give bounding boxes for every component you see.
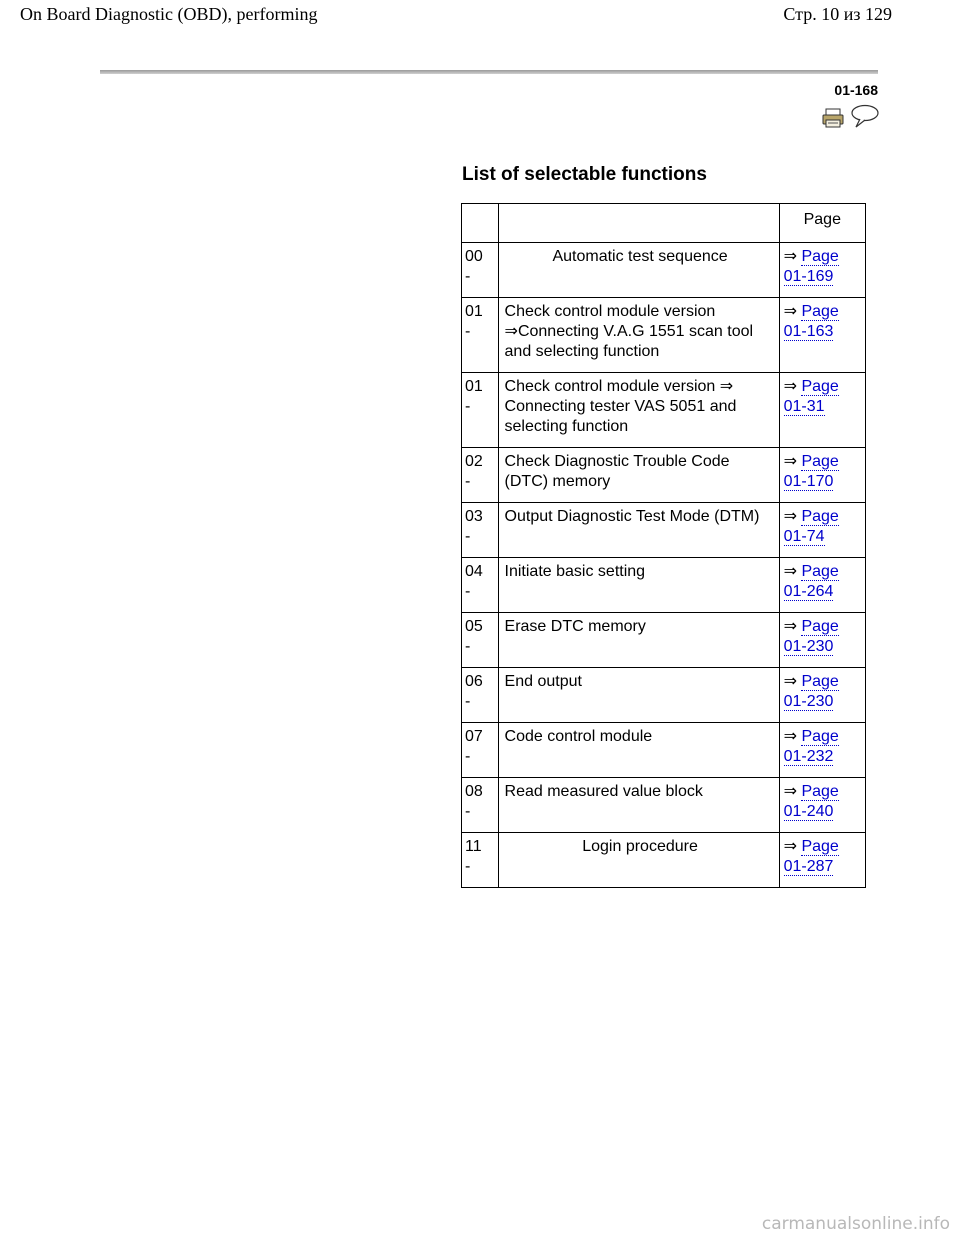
table-row [462, 723, 866, 778]
function-code: 03 [465, 508, 483, 525]
function-description: Check control module version ⇒Connecting V.A.G 1551 scan tool and selecting function [498, 298, 779, 373]
arrow-right-icon: ⇒ [783, 563, 797, 580]
function-description: Check control module version ⇒ Connecting tester VAS 5051 and selecting function [498, 373, 779, 448]
function-code-cell [462, 448, 499, 503]
arrow-right-icon: ⇒ [783, 783, 797, 800]
function-code-cell [462, 613, 499, 668]
function-code-cell [462, 503, 499, 558]
function-code: 01 [465, 303, 483, 320]
page-link-word[interactable]: Page [801, 618, 839, 635]
page-link-number[interactable]: 01-287 [783, 858, 834, 875]
page-link-number[interactable]: 01-230 [783, 638, 834, 655]
arrow-right-icon: ⇒ [783, 303, 797, 320]
page-link-number[interactable]: 01-169 [783, 268, 834, 285]
page-link-number[interactable]: 01-232 [783, 748, 834, 765]
table-row [462, 298, 866, 373]
page-reference-cell [779, 668, 865, 723]
page-link-word[interactable]: Page [801, 728, 839, 745]
function-code-cell [462, 373, 499, 448]
speech-bubble-icon[interactable] [850, 104, 880, 128]
function-code: 07 [465, 728, 483, 745]
page-link-word[interactable]: Page [801, 378, 839, 395]
document-code: 01-168 [834, 82, 878, 98]
function-code-dash: - [465, 528, 471, 545]
function-code-dash: - [465, 583, 471, 600]
page-link-number[interactable]: 01-163 [783, 323, 834, 340]
page-reference-cell [779, 613, 865, 668]
function-code-cell [462, 668, 499, 723]
arrow-right-icon: ⇒ [783, 248, 797, 265]
function-description: Check Diagnostic Trouble Code (DTC) memory [498, 448, 779, 503]
arrow-right-icon: ⇒ [783, 728, 797, 745]
function-description: Initiate basic setting [498, 558, 779, 613]
function-description: Read measured value block [498, 778, 779, 833]
page-reference-cell [779, 243, 865, 298]
table-header-row [462, 204, 866, 243]
function-code-dash: - [465, 473, 471, 490]
function-code-cell [462, 778, 499, 833]
function-code: 04 [465, 563, 483, 580]
header-cell-code [462, 204, 499, 243]
page-link-number[interactable]: 01-240 [783, 803, 834, 820]
header-cell-function [498, 204, 779, 243]
function-code-dash: - [465, 858, 471, 875]
function-code-cell [462, 833, 499, 888]
page-link-word[interactable]: Page [801, 563, 839, 580]
function-description: End output [498, 668, 779, 723]
page-reference-cell [779, 833, 865, 888]
section-title: List of selectable functions [462, 164, 707, 185]
table-row [462, 833, 866, 888]
icon-bar [822, 104, 880, 128]
table-row [462, 243, 866, 298]
function-code: 06 [465, 673, 483, 690]
function-code: 02 [465, 453, 483, 470]
arrow-right-icon: ⇒ [783, 378, 797, 395]
table-row [462, 668, 866, 723]
page-link-word[interactable]: Page [801, 838, 839, 855]
arrow-right-icon: ⇒ [783, 838, 797, 855]
arrow-right-icon: ⇒ [783, 508, 797, 525]
page-link-word[interactable]: Page [801, 673, 839, 690]
function-code-cell [462, 243, 499, 298]
function-code: 08 [465, 783, 483, 800]
page-reference-cell [779, 448, 865, 503]
function-code-cell [462, 558, 499, 613]
function-code-cell [462, 723, 499, 778]
function-code: 05 [465, 618, 483, 635]
page-link-number[interactable]: 01-31 [783, 398, 825, 415]
function-code-dash: - [465, 693, 471, 710]
table-row [462, 373, 866, 448]
watermark: carmanualsonline.info [761, 1214, 950, 1234]
function-description: Login procedure [498, 833, 779, 888]
function-code-dash: - [465, 323, 471, 340]
table-row [462, 778, 866, 833]
page-reference-cell [779, 373, 865, 448]
page-link-number[interactable]: 01-264 [783, 583, 834, 600]
page-link-word[interactable]: Page [801, 508, 839, 525]
function-description: Code control module [498, 723, 779, 778]
function-description: Automatic test sequence [498, 243, 779, 298]
arrow-right-icon: ⇒ [783, 453, 797, 470]
function-code: 11 [465, 838, 482, 855]
page-reference-cell [779, 723, 865, 778]
page-link-word[interactable]: Page [801, 783, 839, 800]
printer-icon[interactable] [822, 108, 844, 128]
function-code-dash: - [465, 748, 471, 765]
function-description: Erase DTC memory [498, 613, 779, 668]
header-divider [100, 70, 878, 74]
function-code-dash: - [465, 268, 471, 285]
table-row [462, 558, 866, 613]
page-reference-cell [779, 558, 865, 613]
page-reference-cell [779, 503, 865, 558]
function-code: 00 [465, 248, 483, 265]
function-code-dash: - [465, 398, 471, 415]
page-link-number[interactable]: 01-170 [783, 473, 834, 490]
function-code-dash: - [465, 803, 471, 820]
page-link-number[interactable]: 01-230 [783, 693, 834, 710]
table-row [462, 448, 866, 503]
page-counter: Стр. 10 из 129 [783, 4, 892, 24]
function-code: 01 [465, 378, 483, 395]
arrow-right-icon: ⇒ [783, 618, 797, 635]
function-code-dash: - [465, 638, 471, 655]
function-code-cell [462, 298, 499, 373]
page-reference-cell [779, 778, 865, 833]
function-description: Output Diagnostic Test Mode (DTM) [498, 503, 779, 558]
header-cell-page: Page [779, 204, 865, 243]
table-row [462, 613, 866, 668]
functions-table [461, 203, 866, 888]
page-link-number[interactable]: 01-74 [783, 528, 825, 545]
arrow-right-icon: ⇒ [783, 673, 797, 690]
page-link-word[interactable]: Page [801, 453, 839, 470]
page-link-word[interactable]: Page [801, 248, 839, 265]
table-row [462, 503, 866, 558]
document-title: On Board Diagnostic (OBD), performing [20, 4, 318, 24]
page-reference-cell [779, 298, 865, 373]
page-link-word[interactable]: Page [801, 303, 839, 320]
